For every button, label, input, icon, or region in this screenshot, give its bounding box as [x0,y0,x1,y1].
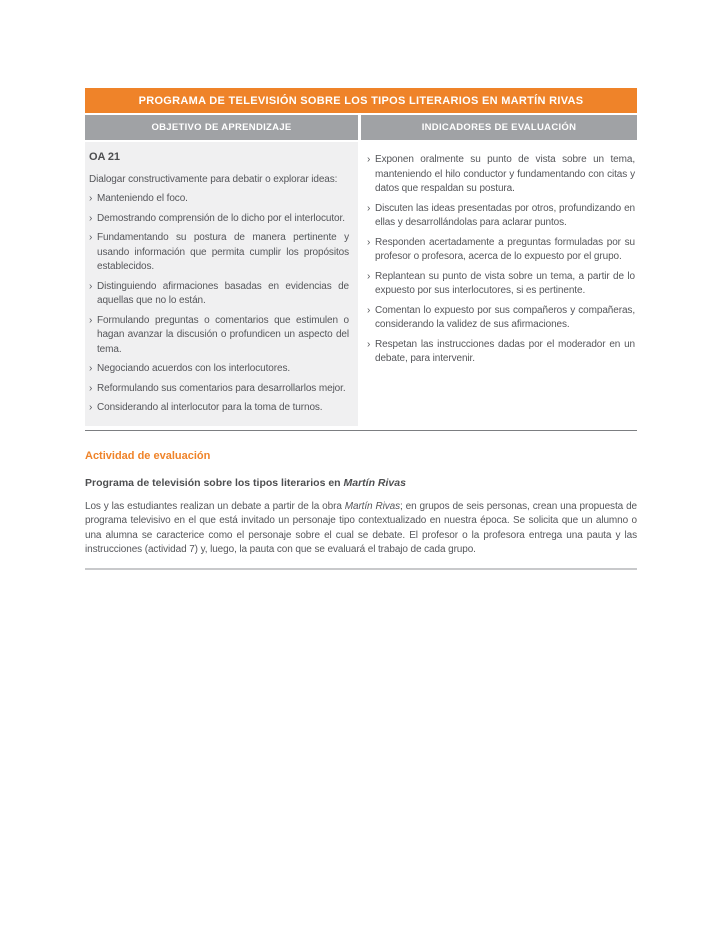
bullet-glyph: › [89,212,93,224]
bullet-item [89,192,349,207]
bullet-text: Comentan lo expuesto por sus compañeros y compañeras, considerando la validez de sus afirmaciones. [375,304,635,330]
bullet-item [89,212,349,227]
section-bottom-rule [85,568,637,570]
bullet-item [367,304,635,333]
activity-title [85,477,637,489]
activity-section [85,450,637,570]
table-body [85,142,637,426]
table-column-headers [85,115,637,140]
bullet-text: Distinguiendo afirmaciones basadas en evidencias de aquellas que no lo están. [97,280,349,307]
bullet-item [89,401,349,416]
bullet-text: Demostrando comprensión de lo dicho por el interlocutor. [97,212,345,224]
bullet-item [367,153,635,197]
bullet-glyph: › [89,363,93,375]
indicator-bullet-list [367,153,635,367]
bullet-glyph: › [367,304,371,316]
bullet-item [89,314,349,358]
bullet-glyph: › [367,154,371,165]
bullet-item [89,280,349,309]
paragraph-text-after: ; en grupos de seis personas, crean una propuesta de programa televisivo en el que está invitado un personaje tipo contextualizado en nuestra época. Se solicita que un alumno o una alumna se caracterice como el personaje sobre el cual se debate. El profesor o la profesora entrega una pauta y las instrucciones (actividad 7) y, luego, la pauta con que se evaluará el trabajo de cada grupo. [85,500,637,556]
bullet-glyph: › [367,236,371,248]
paragraph-book-name: Martín Rivas [344,500,400,512]
bullet-glyph: › [367,338,371,350]
oa-intro: Dialogar constructivamente para debatir o explorar ideas: [89,173,338,185]
column-header-objetivo: OBJETIVO DE APRENDIZAJE [85,115,358,140]
bullet-glyph: › [89,280,93,292]
bullet-glyph: › [367,202,371,214]
bullet-text: Responden acertadamente a preguntas formuladas por su profesor o profesora, acerca de lo expuesto por el grupo. [375,236,635,262]
activity-heading: Actividad de evaluación [85,449,211,462]
bullet-glyph: › [367,270,371,282]
page-content [85,88,637,570]
bullet-item [367,236,635,265]
bullet-glyph: › [89,382,93,394]
activity-paragraph [85,500,637,558]
indicators-column [361,142,637,369]
bullet-glyph: › [89,402,93,414]
column-header-indicadores: INDICADORES DE EVALUACIÓN [361,115,637,140]
bullet-text: Considerando al interlocutor para la toma de turnos. [97,402,323,414]
bullet-glyph: › [89,314,93,326]
bullet-item [367,338,635,367]
objective-column [85,142,358,426]
bullet-item [89,382,349,397]
bullet-text: Replantean su punto de vista sobre un tema, a partir de lo expuesto por sus interlocutores, si es pertinente. [375,270,635,296]
bullet-item [367,202,635,231]
table-bottom-rule [85,430,637,431]
bullet-text: Negociando acuerdos con los interlocutores. [97,363,291,375]
oa-code: OA 21 [89,151,120,163]
activity-title-text: Programa de televisión sobre los tipos literarios en [85,476,344,489]
bullet-text: Manteniendo el foco. [97,193,188,205]
bullet-text: Respetan las instrucciones dadas por el moderador en un debate, para intervenir. [375,338,635,364]
activity-title-book-name: Martín Rivas [343,476,406,489]
oa-table [85,88,637,431]
bullet-item [367,270,635,299]
bullet-glyph: › [89,232,93,244]
bullet-text: Reformulando sus comentarios para desarrollarlos mejor. [97,382,346,394]
bullet-text: Formulando preguntas o comentarios que estimulen o hagan avanzar la discusión o profundicen un aspecto del tema. [97,314,349,355]
bullet-item [89,362,349,377]
bullet-text: Fundamentando su postura de manera pertinente y usando información que permita cumplir los propósitos establecidos. [97,232,349,273]
bullet-text: Discuten las ideas presentadas por otros, profundizando en ellas y desarrollándolas para aclarar puntos. [375,202,635,228]
bullet-glyph: › [89,193,93,205]
table-title: PROGRAMA DE TELEVISIÓN SOBRE LOS TIPOS LITERARIOS EN MARTÍN RIVAS [85,88,637,113]
bullet-item [89,231,349,275]
bullet-text: Exponen oralmente su punto de vista sobre un tema, manteniendo el hilo conductor y fundamentando con citas y datos que respaldan su postura. [375,154,635,194]
objective-bullet-list [89,192,349,416]
paragraph-text-before: Los y las estudiantes realizan un debate a partir de la obra [85,500,345,512]
